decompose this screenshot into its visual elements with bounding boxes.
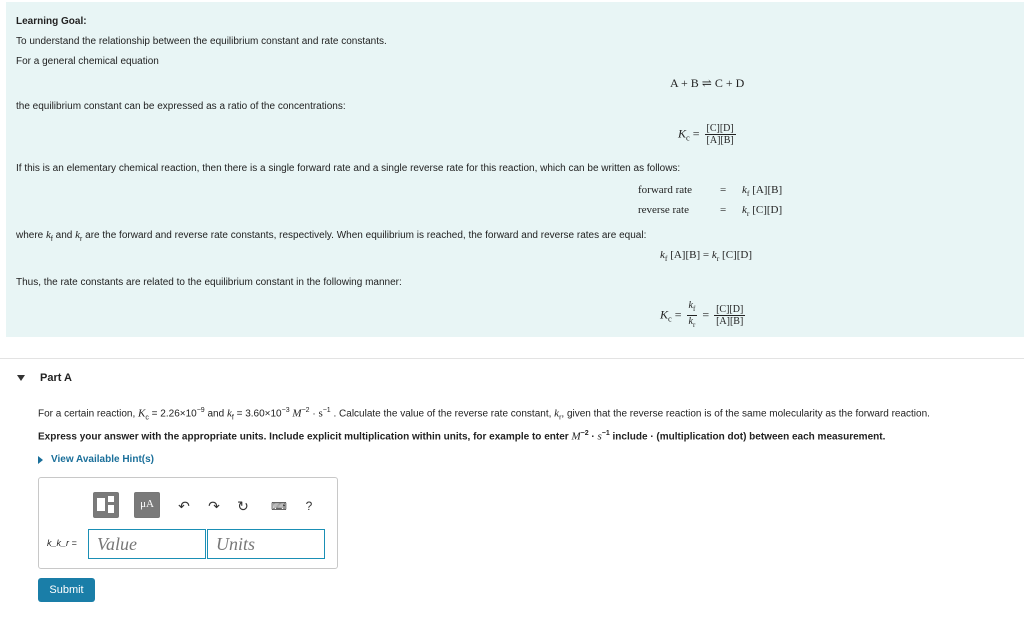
- learning-goal-line3: the equilibrium constant can be expressed as a ratio of the concentrations:: [16, 101, 346, 112]
- learning-goal-line1: To understand the relationship between the equilibrium constant and rate constants.: [16, 36, 387, 47]
- undo-icon[interactable]: ↶: [178, 498, 190, 514]
- caret-right-icon[interactable]: [38, 456, 43, 464]
- kc-denominator: [A][B]: [706, 135, 734, 146]
- answer-box: [38, 477, 338, 569]
- part-a-question: For a certain reaction, $K_c = 2.26\times 10^{-9}$ and $k_f = 3.60\times 10^{-3}$ $M^{-2} \cdot s^{-1}$ . Calculate the value of the reverse rate constant, $k_r$, given that the reverse reaction is of the same molecularity as the forward reaction.: [38, 407, 930, 422]
- forward-rate-equals: =: [720, 184, 727, 196]
- kc-expression: $K_c$ = $\frac{[C][D]}{[A][B]}$: [678, 123, 734, 146]
- kc-symbol: K: [678, 126, 687, 141]
- submit-button[interactable]: Submit: [38, 578, 95, 602]
- learning-goal-line6: Thus, the rate constants are related to the equilibrium constant in the following manner:: [16, 277, 402, 288]
- units-icon[interactable]: μA: [134, 492, 160, 518]
- redo-icon[interactable]: ↷: [208, 498, 220, 514]
- learning-goal-heading: Learning Goal:: [16, 16, 87, 27]
- forward-rate-label: forward rate: [638, 184, 693, 196]
- part-a-title[interactable]: Part A: [40, 372, 72, 384]
- learning-goal-panel: [6, 2, 1024, 337]
- section-divider: [0, 358, 1024, 359]
- reverse-rate-label: reverse rate: [638, 204, 689, 216]
- keyboard-icon[interactable]: ⌨: [271, 501, 287, 513]
- answer-label: k_k_r =: [47, 538, 77, 548]
- kc-subscript: c: [686, 133, 690, 143]
- learning-goal-line4: If this is an elementary chemical reaction, then there is a single forward rate and a single reverse rate for this reaction, which can be written as follows:: [16, 163, 681, 174]
- kc-rate-constant-relation: $K_c$ = $\frac{k_f}{k_r}$ = $\frac{[C][D]}{[A][B]}$: [660, 300, 744, 329]
- forward-rate-expression: $k_f$ [A][B]: [742, 184, 783, 199]
- part-a-instruction: Express your answer with the appropriate units. Include explicit multiplication within units, for example to enter $M^{-2} \cdot s^{-1}$ include · (multiplication dot) between each measurement.: [38, 430, 886, 443]
- learning-goal-line5: where $k_f$ and $k_r$ are the forward and reverse rate constants, respectively. When equilibrium is reached, the forward and reverse rates are equal:: [16, 229, 647, 243]
- help-icon[interactable]: ?: [305, 499, 313, 513]
- value-input[interactable]: Value: [88, 529, 206, 559]
- kc-numerator: [C][D]: [706, 123, 734, 134]
- view-hints-link[interactable]: View Available Hint(s): [51, 454, 154, 465]
- caret-down-icon[interactable]: [17, 375, 25, 381]
- general-equation: A + B ⇌ C + D: [670, 76, 745, 90]
- reset-icon[interactable]: ↻: [237, 498, 249, 514]
- templates-icon[interactable]: [93, 492, 119, 518]
- learning-goal-line2: For a general chemical equation: [16, 56, 159, 67]
- equilibrium-rates-equal: $k_f$ $[A][B] = k_r$ [C][D]: [660, 249, 752, 264]
- reverse-rate-equals: =: [720, 204, 727, 216]
- reverse-rate-expression: $k_r$ [C][D]: [742, 204, 783, 219]
- units-input[interactable]: Units: [207, 529, 325, 559]
